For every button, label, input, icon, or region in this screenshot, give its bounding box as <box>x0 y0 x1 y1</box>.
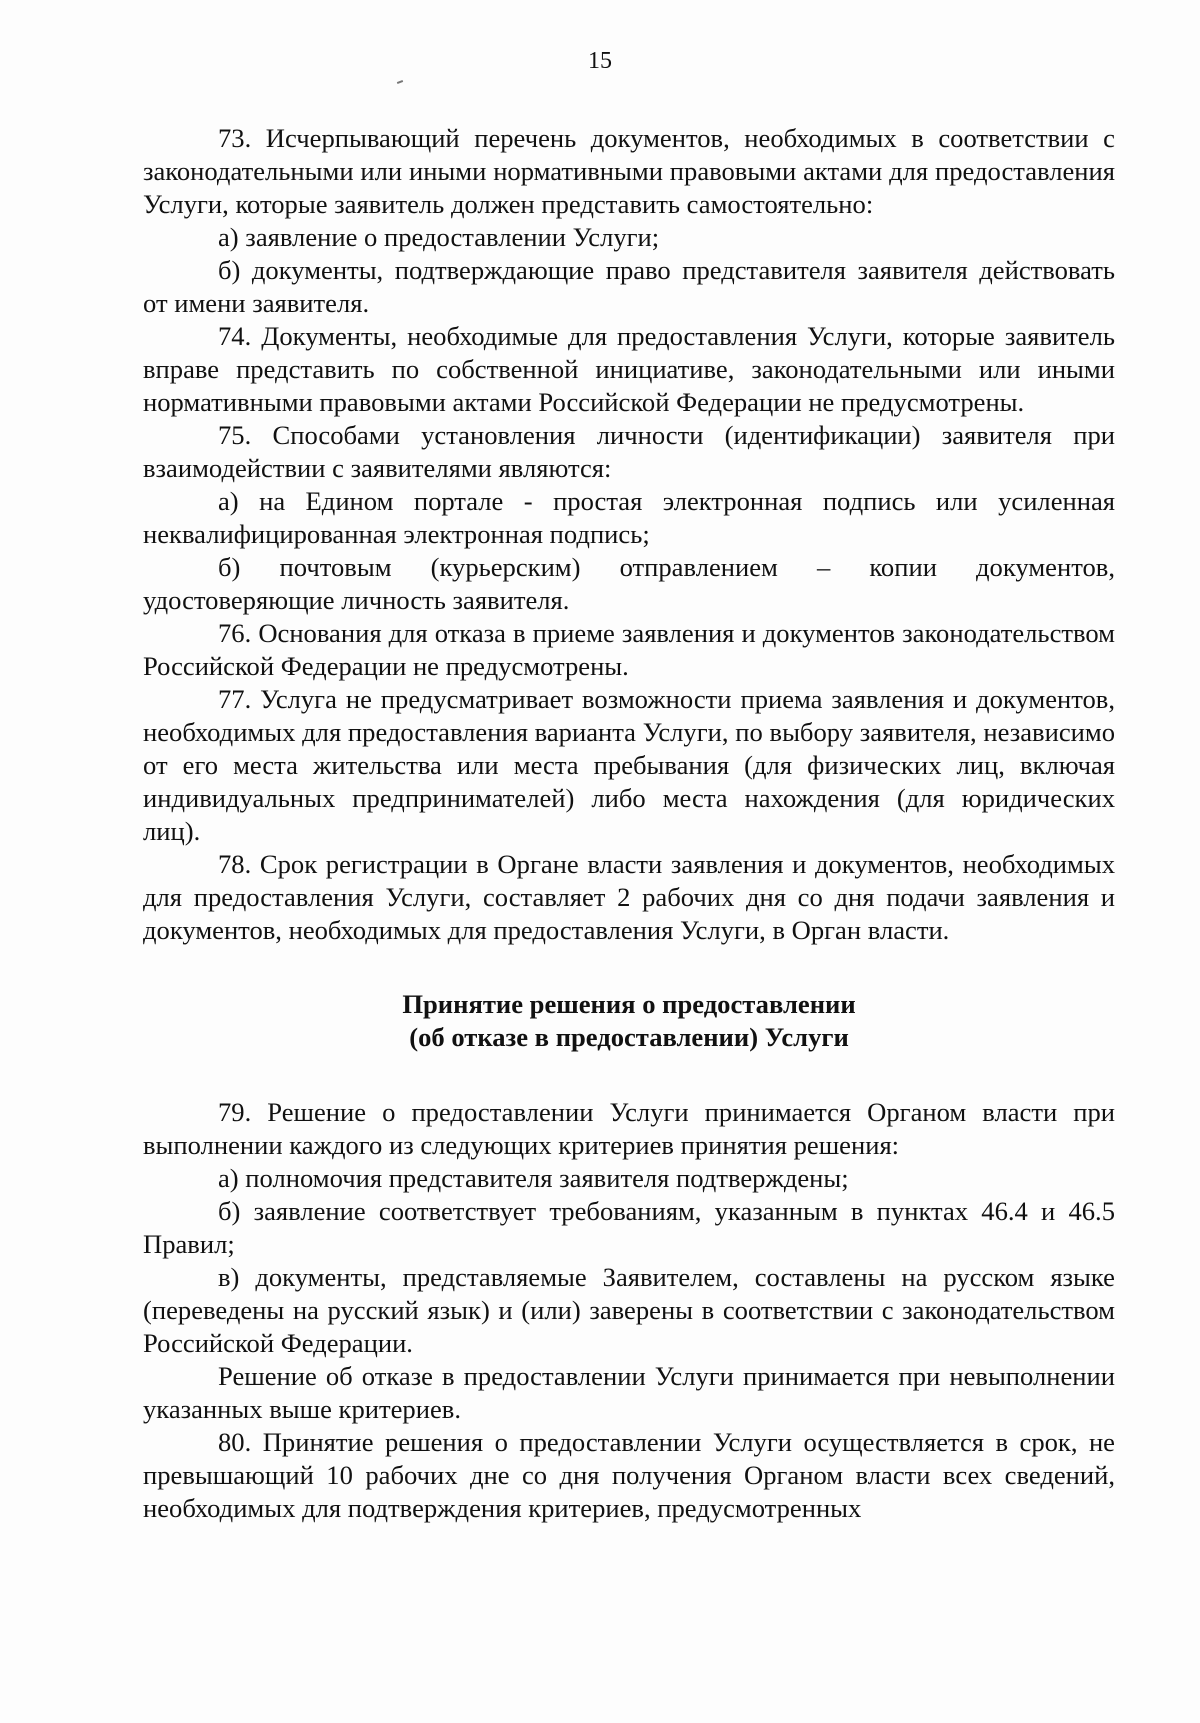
paragraph-75-a: а) на Едином портале - простая электронная подпись или усиленная неквалифицированная электронная подпись; <box>143 486 1115 549</box>
paragraph-refusal: Решение об отказе в предоставлении Услуги принимается при невыполнении указанных выше критериев. <box>143 1361 1115 1424</box>
section-heading-line-1: Принятие решения о предоставлении <box>402 989 856 1019</box>
paragraph-79-b: б) заявление соответствует требованиям, указанным в пунктах 46.4 и 46.5 Правил; <box>143 1196 1115 1259</box>
paragraph-75-b: б) почтовым (курьерским) отправлением – копии документов, удостоверяющие личность заявителя. <box>143 552 1115 615</box>
paragraph-76: 76. Основания для отказа в приеме заявления и документов законодательством Российской Федерации не предусмотрены. <box>143 618 1115 681</box>
paragraph-77: 77. Услуга не предусматривает возможности приема заявления и документов, необходимых для предоставления варианта Услуги, по выбору заявителя, независимо от его места жительства или места пребывания (для физических лиц, включая индивидуальных предпринимателей) либо места нахождения (для юридических лиц). <box>143 684 1115 846</box>
paragraph-75: 75. Способами установления личности (идентификации) заявителя при взаимодействии с заявителями являются: <box>143 420 1115 483</box>
section-heading-line-2: (об отказе в предоставлении) Услуги <box>409 1022 849 1052</box>
section-top <box>143 122 1115 947</box>
paragraph-74: 74. Документы, необходимые для предоставления Услуги, которые заявитель вправе представить по собственной инициативе, законодательными или иными нормативными правовыми актами Российской Федерации не предусмотрены. <box>143 321 1115 417</box>
paragraph-73-b: б) документы, подтверждающие право представителя заявителя действовать от имени заявителя. <box>143 255 1115 318</box>
paragraph-79-a: а) полномочия представителя заявителя подтверждены; <box>218 1163 849 1193</box>
paragraph-79-v: в) документы, представляемые Заявителем, составлены на русском языке (переведены на русский язык) и (или) заверены в соответствии с законодательством Российской Федерации. <box>143 1262 1115 1358</box>
paragraph-73: 73. Исчерпывающий перечень документов, необходимых в соответствии с законодательными или иными нормативными правовыми актами для предоставления Услуги, которые заявитель должен представить самостоятельно: <box>143 123 1115 219</box>
paragraph-78: 78. Срок регистрации в Органе власти заявления и документов, необходимых для предоставления Услуги, составляет 2 рабочих дня со дня подачи заявления и документов, необходимых для предоставления Услуги, в Орган власти. <box>143 849 1115 945</box>
document-body <box>143 122 1115 1525</box>
section-heading <box>143 988 1115 1054</box>
paragraph-80: 80. Принятие решения о предоставлении Услуги осуществляется в срок, не превышающий 10 рабочих дне со дня получения Органом власти всех сведений, необходимых для подтверждения критериев, предусмотренных <box>143 1427 1115 1523</box>
section-bottom <box>143 1096 1115 1525</box>
scan-artifact <box>397 80 403 84</box>
page-number: 15 <box>588 48 612 74</box>
paragraph-73-a: а) заявление о предоставлении Услуги; <box>218 222 660 252</box>
paragraph-79: 79. Решение о предоставлении Услуги принимается Органом власти при выполнении каждого из следующих критериев принятия решения: <box>143 1097 1115 1160</box>
